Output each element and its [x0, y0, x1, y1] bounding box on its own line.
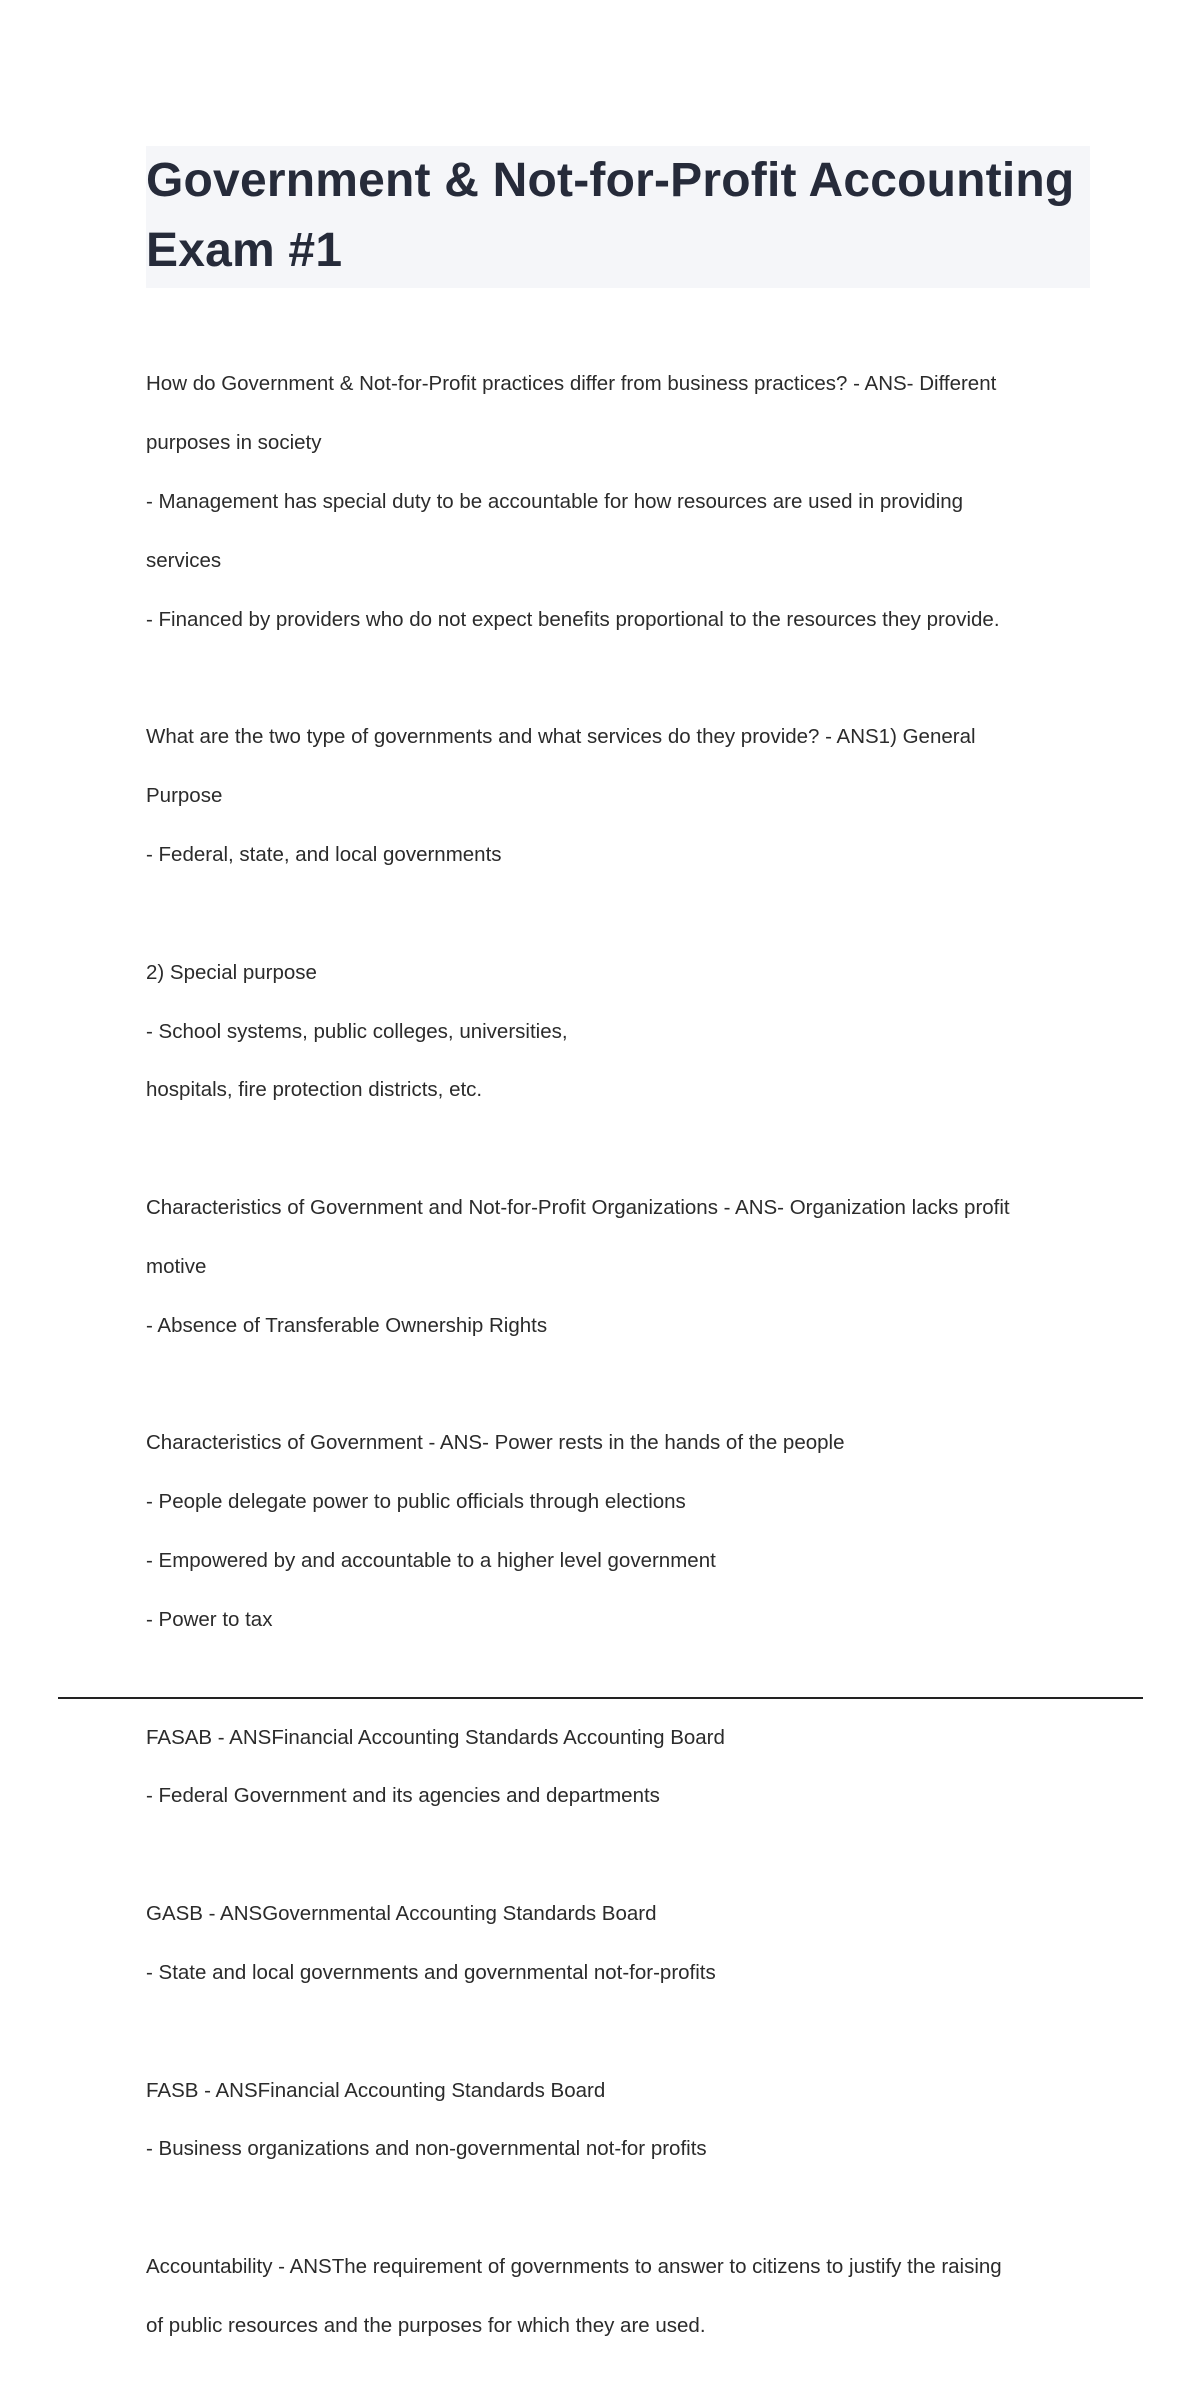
- qa-line: 2) Special purpose: [146, 960, 317, 984]
- qa-entry: [146, 1399, 1090, 1664]
- title-banner: [146, 146, 1090, 288]
- qa-line: Purpose: [146, 784, 223, 808]
- qa-line: Characteristics of Government and Not-for-Profit Organizations - ANS- Organization lacks profit: [146, 1196, 1010, 1220]
- qa-entry: [146, 1164, 1090, 1370]
- qa-line: - Financed by providers who do not expect benefits proportional to the resources they provide.: [146, 607, 1000, 631]
- qa-line: hospitals, fire protection districts, etc.: [146, 1078, 483, 1102]
- document-title: [146, 146, 1082, 286]
- qa-entry: [146, 2046, 1090, 2193]
- title-line-2: Exam #1: [146, 224, 343, 277]
- qa-entry: [146, 2223, 1090, 2370]
- qa-line: - Federal, state, and local governments: [146, 843, 502, 866]
- qa-line: - Federal Government and its agencies and departments: [146, 1784, 660, 1808]
- qa-entry: [146, 928, 1090, 1134]
- qa-line: - Absence of Transferable Ownership Rights: [146, 1313, 548, 1337]
- qa-line: - Power to tax: [146, 1607, 273, 1631]
- qa-line: What are the two type of governments and what services do they provide? - ANS1) General: [146, 725, 976, 749]
- qa-entry: [146, 340, 1090, 663]
- qa-line: motive: [146, 1254, 207, 1278]
- qa-line: - State and local governments and governmental not-for-profits: [146, 1960, 716, 1984]
- qa-line: FASB - ANSFinancial Accounting Standards Board: [146, 2078, 606, 2102]
- qa-line: - School systems, public colleges, universities,: [146, 1019, 568, 1043]
- qa-line: - Empowered by and accountable to a higher level government: [146, 1549, 716, 1573]
- qa-line: purposes in society: [146, 431, 322, 455]
- qa-line: - Management has special duty to be accountable for how resources are used in providing: [146, 490, 964, 514]
- qa-entry: [146, 693, 1090, 899]
- qa-line: of public resources and the purposes for which they are used.: [146, 2313, 706, 2337]
- qa-line: services: [146, 548, 222, 572]
- qa-line: Characteristics of Government - ANS- Power rests in the hands of the people: [146, 1431, 845, 1455]
- qa-line: - Business organizations and non-governmental not-for profits: [146, 2137, 707, 2161]
- footer-divider: [58, 1697, 1143, 1699]
- qa-line: - People delegate power to public officials through elections: [146, 1490, 686, 1514]
- qa-entry: [146, 1870, 1090, 2017]
- qa-entry: [146, 1693, 1090, 1840]
- qa-line: GASB - ANSGovernmental Accounting Standards Board: [146, 1902, 657, 1926]
- qa-line: How do Government & Not-for-Profit practices differ from business practices? - ANS- Different: [146, 372, 997, 396]
- title-line-1: Government & Not-for-Profit Accounting: [146, 154, 1075, 207]
- qa-list: [146, 340, 1090, 2399]
- qa-line: Accountability - ANSThe requirement of governments to answer to citizens to justify the raising: [146, 2255, 1002, 2279]
- qa-line: FASAB - ANSFinancial Accounting Standards Accounting Board: [146, 1725, 725, 1749]
